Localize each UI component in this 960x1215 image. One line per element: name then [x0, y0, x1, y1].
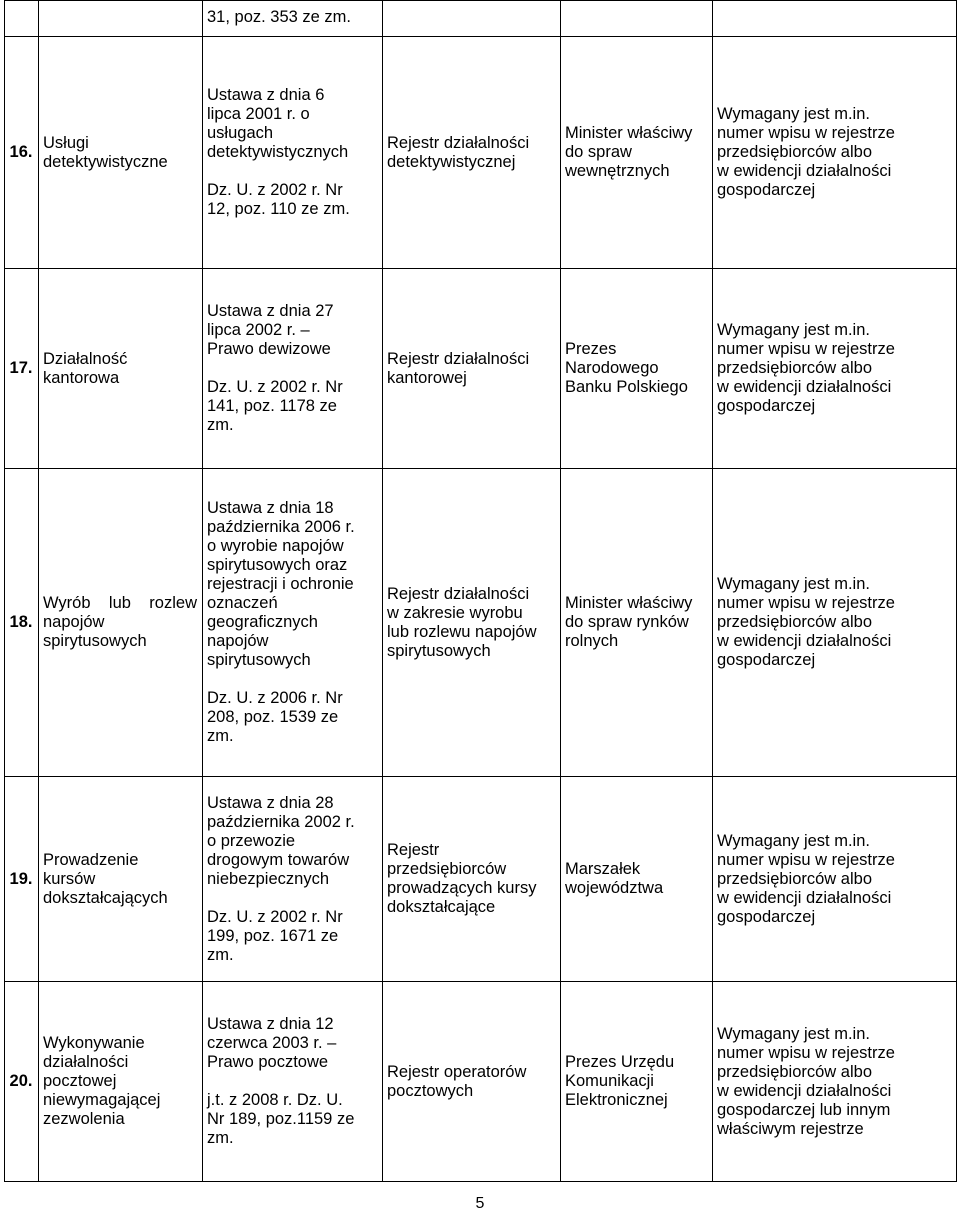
law-cell	[203, 37, 383, 269]
requirement-cell: Wymagany jest m.in. numer wpisu w rejestrze przedsiębiorców albo w ewidencji działalności gospodarczej	[713, 777, 957, 982]
law-reference: Dz. U. z 2006 r. Nr 208, poz. 1539 ze zm.	[207, 689, 343, 745]
empty-cell	[383, 1, 561, 37]
authority-cell: Prezes Narodowego Banku Polskiego	[561, 269, 713, 469]
row-number: 19.	[5, 777, 39, 982]
activity-type-cell: Usługi detektywistyczne	[39, 37, 203, 269]
law-title: Ustawa z dnia 28 października 2002 r. o przewozie drogowym towarów niebezpiecznych	[207, 793, 355, 888]
law-title: Ustawa z dnia 12 czerwca 2003 r. – Prawo pocztowe	[207, 1015, 337, 1071]
register-name-cell: Rejestr przedsiębiorców prowadzących kursy dokształcające	[383, 777, 561, 982]
requirement-cell: Wymagany jest m.in. numer wpisu w rejestrze przedsiębiorców albo w ewidencji działalności gospodarczej	[713, 37, 957, 269]
law-cell-fragment	[203, 1, 383, 37]
law-reference: Dz. U. z 2002 r. Nr 12, poz. 110 ze zm.	[207, 181, 350, 218]
law-reference: j.t. z 2008 r. Dz. U. Nr 189, poz.1159 ze zm.	[207, 1091, 355, 1147]
row-number: 16.	[5, 37, 39, 269]
requirement-cell: Wymagany jest m.in. numer wpisu w rejestrze przedsiębiorców albo w ewidencji działalności gospodarczej	[713, 469, 957, 777]
empty-cell	[39, 1, 203, 37]
register-name-cell: Rejestr działalności kantorowej	[383, 269, 561, 469]
row-number: 17.	[5, 269, 39, 469]
law-cell	[203, 269, 383, 469]
register-name-cell: Rejestr działalności w zakresie wyrobu lub rozlewu napojów spirytusowych	[383, 469, 561, 777]
law-cell	[203, 777, 383, 982]
law-cell	[203, 982, 383, 1182]
authority-cell: Prezes Urzędu Komunikacji Elektronicznej	[561, 982, 713, 1182]
table-row	[5, 37, 957, 269]
law-title: Ustawa z dnia 18 października 2006 r. o wyrobie napojów spirytusowych oraz rejestracji i ochronie oznaczeń geograficznych napojów spirytusowych	[207, 499, 355, 669]
table-row	[5, 269, 957, 469]
authority-cell: Minister właściwy do spraw wewnętrznych	[561, 37, 713, 269]
row-number: 18.	[5, 469, 39, 777]
empty-cell	[561, 1, 713, 37]
activity-type-cell: Prowadzenie kursów dokształcających	[39, 777, 203, 982]
row-number: 20.	[5, 982, 39, 1182]
authority-cell: Minister właściwy do spraw rynków rolnych	[561, 469, 713, 777]
authority-cell: Marszałek województwa	[561, 777, 713, 982]
requirement-cell: Wymagany jest m.in. numer wpisu w rejestrze przedsiębiorców albo w ewidencji działalności gospodarczej	[713, 269, 957, 469]
empty-cell	[5, 1, 39, 37]
law-reference: Dz. U. z 2002 r. Nr 141, poz. 1178 ze zm.	[207, 378, 343, 434]
requirement-cell: Wymagany jest m.in. numer wpisu w rejestrze przedsiębiorców albo w ewidencji działalności gospodarczej lub innym właściwym rejestrze	[713, 982, 957, 1182]
law-cell	[203, 469, 383, 777]
activity-type-cell: Działalność kantorowa	[39, 269, 203, 469]
register-table	[4, 0, 957, 1182]
law-title: Ustawa z dnia 27 lipca 2002 r. – Prawo dewizowe	[207, 302, 334, 358]
law-fragment-text: 31, poz. 353 ze zm.	[207, 8, 351, 26]
table-row	[5, 469, 957, 777]
law-reference: Dz. U. z 2002 r. Nr 199, poz. 1671 ze zm.	[207, 907, 343, 964]
table-row	[5, 777, 957, 982]
table-row-continuation	[5, 1, 957, 37]
law-title: Ustawa z dnia 6 lipca 2001 r. o usługach detektywistycznych	[207, 86, 349, 161]
table-row	[5, 982, 957, 1182]
activity-type-cell: Wykonywanie działalności pocztowej niewymagającej zezwolenia	[39, 982, 203, 1182]
register-name-cell: Rejestr działalności detektywistycznej	[383, 37, 561, 269]
activity-type-cell: Wyrób lub rozlew napojów spirytusowych	[39, 469, 203, 777]
empty-cell	[713, 1, 957, 37]
page-number: 5	[475, 1195, 485, 1212]
register-name-cell: Rejestr operatorów pocztowych	[383, 982, 561, 1182]
